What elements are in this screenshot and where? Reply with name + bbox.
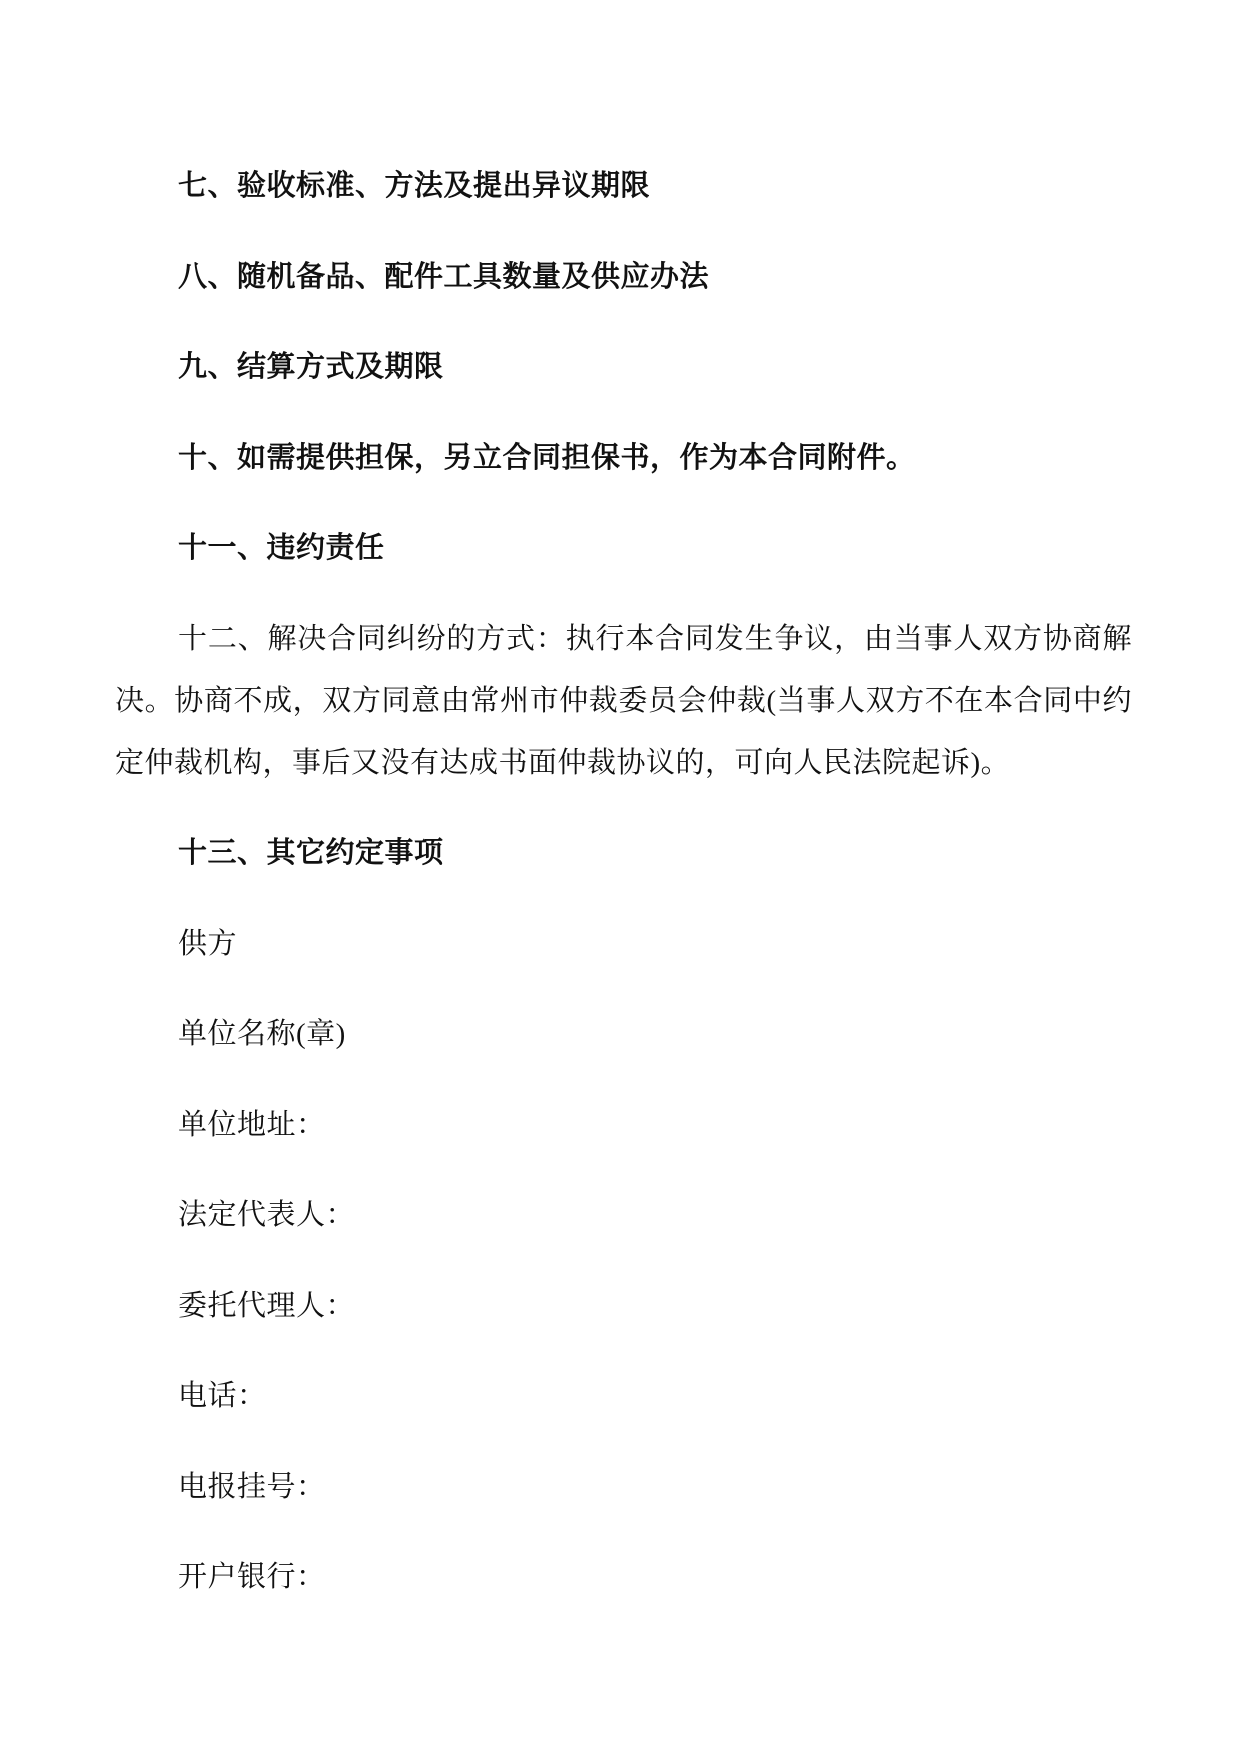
contract-clause-12-dispute-resolution: 十二、解决合同纠纷的方式：执行本合同发生争议，由当事人双方协商解决。协商不成，双方同意由常州市仲裁委员会仲裁(当事人双方不在本合同中约定仲裁机构，事后又没有达成书面仲裁协议的，可向人民法院起诉)。	[115, 622, 1132, 779]
contract-clause-11-liability: 十一、违约责任	[178, 532, 385, 564]
unit-address-field-label: 单位地址：	[178, 1108, 326, 1141]
telegraph-registration-field-label: 电报挂号：	[178, 1470, 326, 1503]
contract-clause-7-acceptance: 七、验收标准、方法及提出异议期限	[178, 170, 651, 202]
contract-clause-13-other-matters: 十三、其它约定事项	[178, 837, 444, 869]
contract-clause-10-guarantee: 十、如需提供担保，另立合同担保书，作为本合同附件。	[178, 441, 916, 474]
entrusted-agent-field-label: 委托代理人：	[178, 1289, 356, 1322]
telephone-field-label: 电话：	[178, 1380, 267, 1412]
contract-clause-9-settlement: 九、结算方式及期限	[178, 351, 444, 383]
supplier-label: 供方	[178, 927, 238, 960]
contract-clause-8-spare-parts: 八、随机备品、配件工具数量及供应办法	[178, 260, 710, 293]
bank-account-field-label: 开户银行：	[178, 1561, 326, 1593]
unit-name-field-label: 单位名称(章)	[178, 1018, 346, 1050]
legal-representative-field-label: 法定代表人：	[178, 1199, 356, 1231]
